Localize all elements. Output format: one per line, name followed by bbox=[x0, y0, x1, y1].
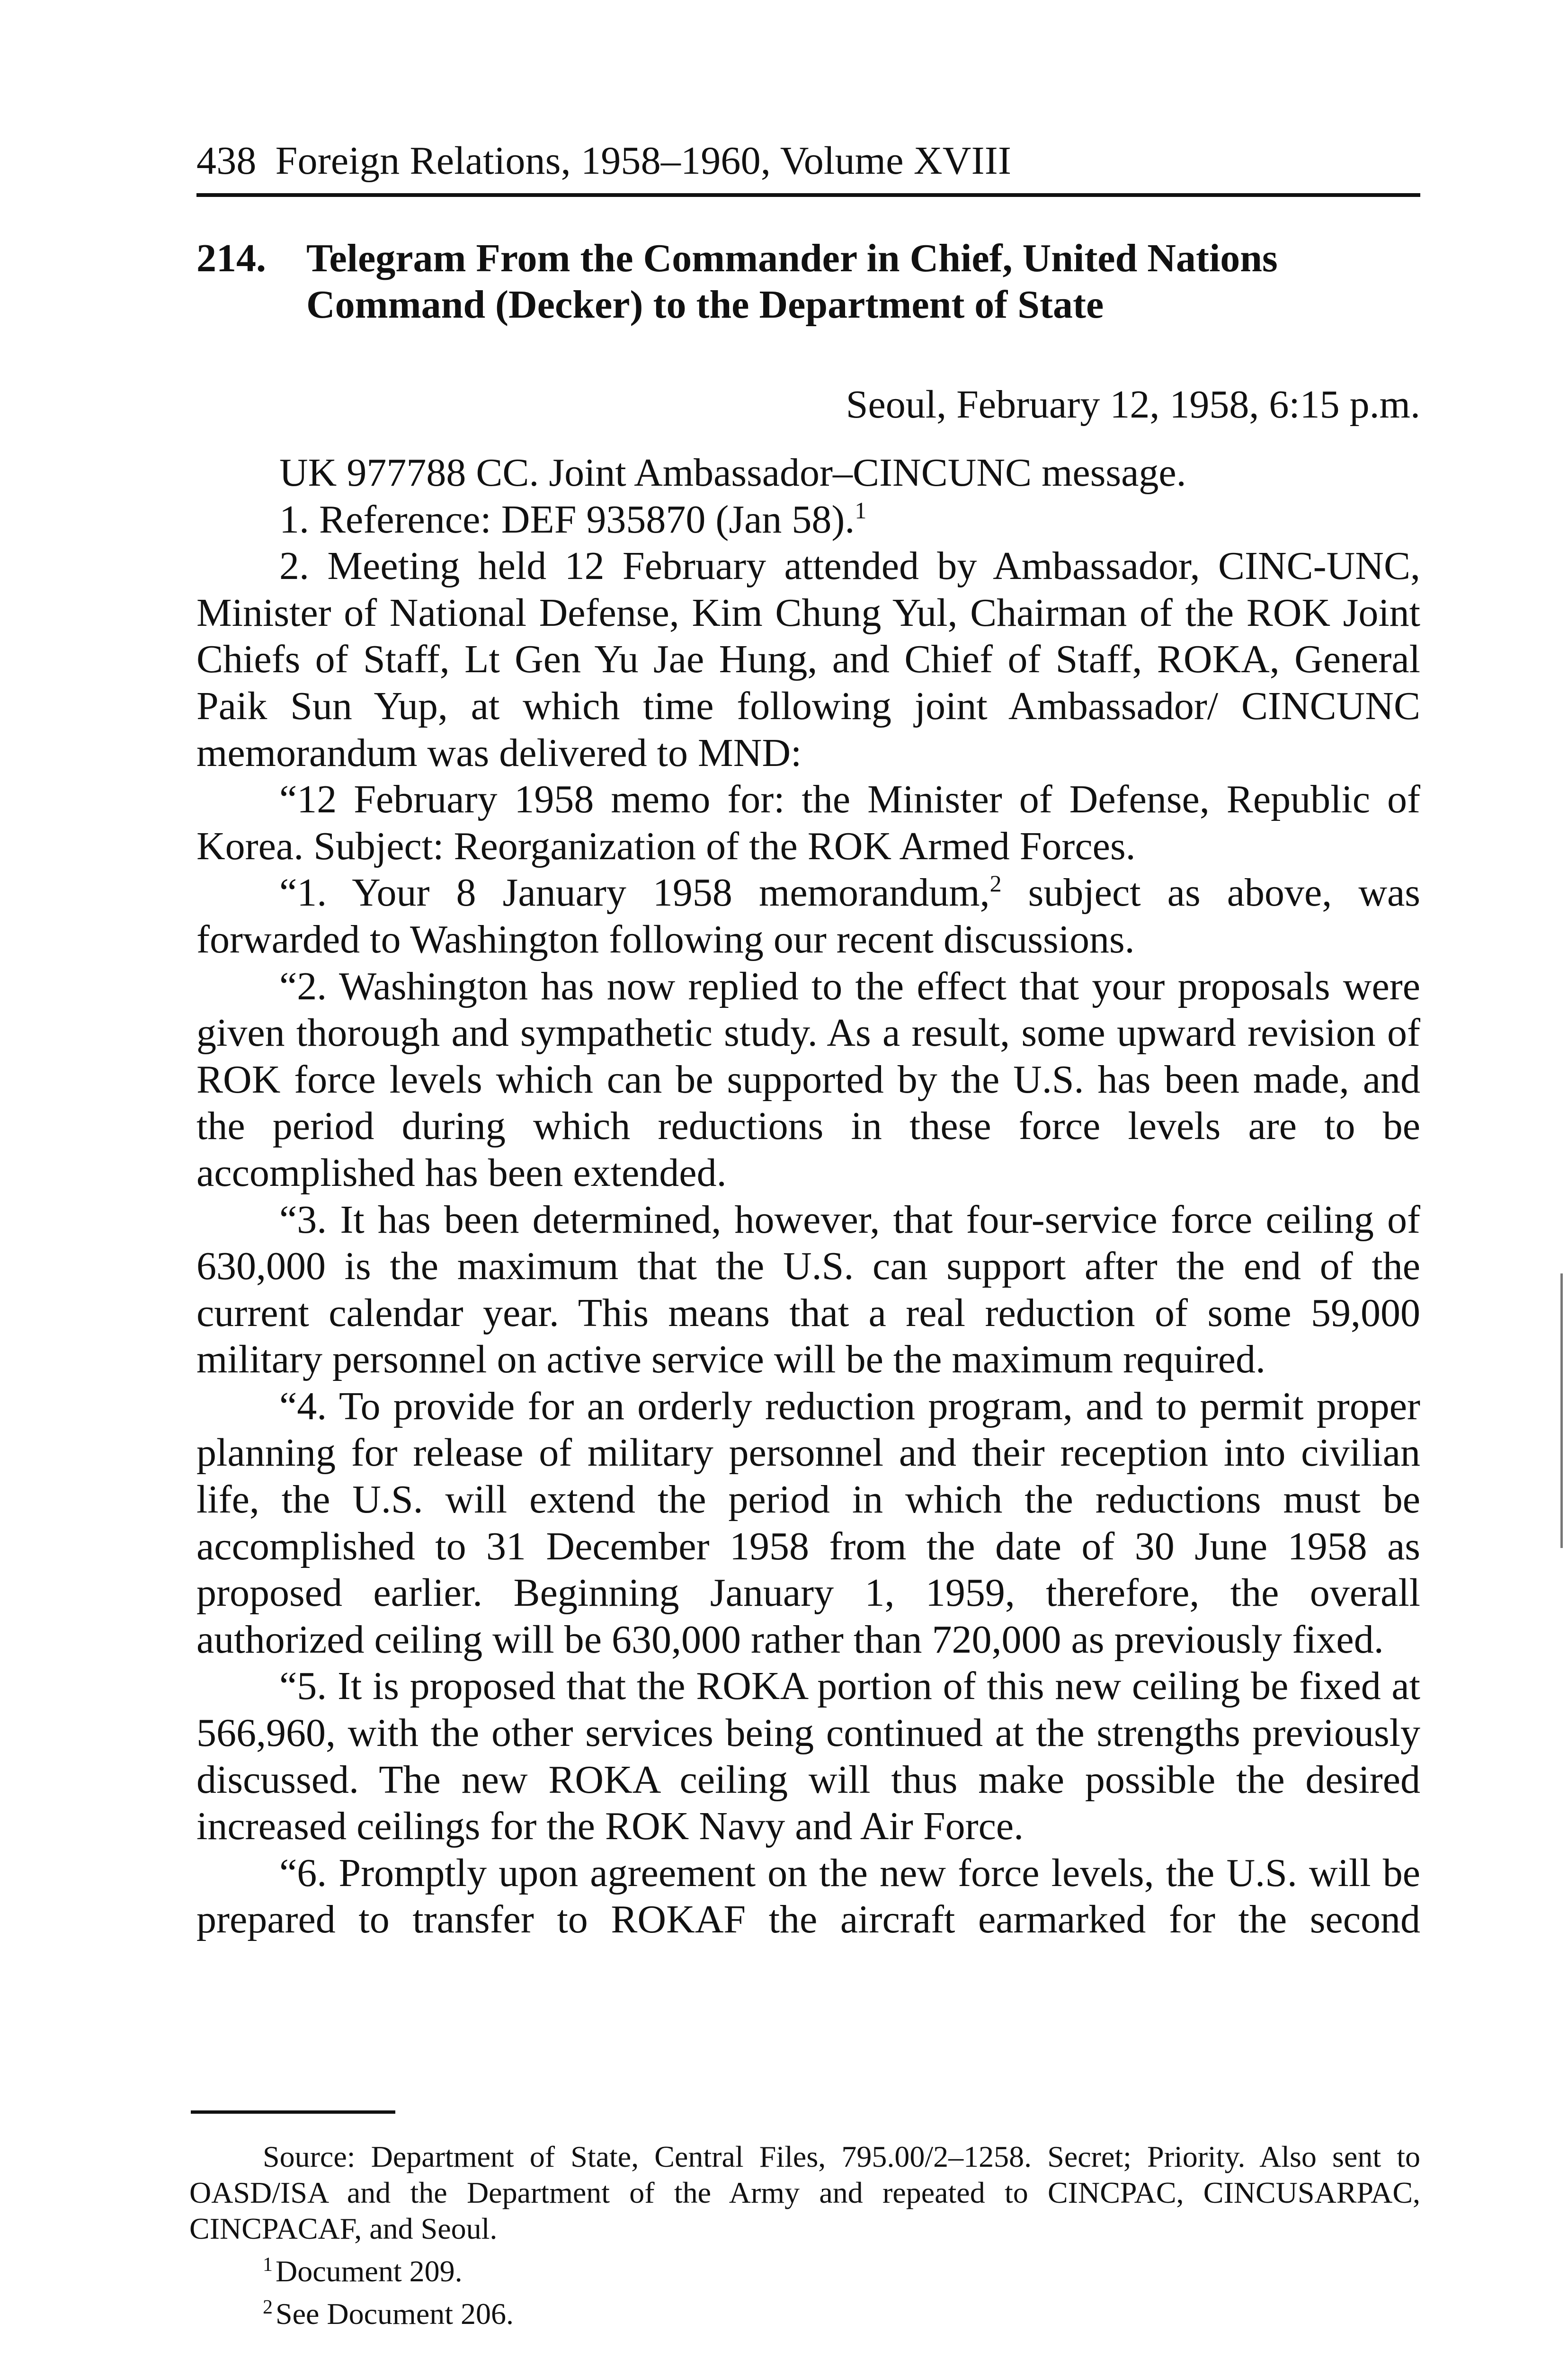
footnote-ref-1: 1 bbox=[855, 497, 867, 524]
paragraph-message-id: UK 977788 CC. Joint Ambassador–CINCUNC message. bbox=[279, 451, 1186, 495]
paragraph-memo-4: “4. To provide for an orderly reduction program, and to permit proper planning for release of military personnel and their reception into civilian life, the U.S. will extend the period in which the reductions must be accomplished to 31 December 1958 from the date of 30 June 1958 as proposed earlier. Beginning January 1, 1959, therefore, the overall authorized ceiling will be 630,000 rather than 720,000 as previously fixed. bbox=[196, 1384, 1420, 1662]
paragraph-1: 1. Reference: DEF 935870 (Jan 58).$^1$ bbox=[279, 497, 867, 542]
footnote-1 bbox=[189, 2253, 1420, 2289]
document-number: 214. bbox=[196, 236, 266, 280]
footnote-1-text: Document 209. bbox=[276, 2254, 463, 2288]
paragraph-memo-header: “12 February 1958 memo for: the Minister of Defense, Republic of Korea. Subject: Reorganization of the ROK Armed Forces. bbox=[196, 777, 1420, 868]
paragraph-memo-5: “5. It is proposed that the ROKA portion of this new ceiling be fixed at 566,960, with the other services being continued at the strengths previously discussed. The new ROKA ceiling will thus make possible the desired increased ceilings for the ROK Navy and Air Force. bbox=[196, 1664, 1420, 1849]
footnote-ref-2: 2 bbox=[989, 870, 1002, 897]
footnote-rule bbox=[191, 2110, 395, 2114]
scan-edge-mark bbox=[1560, 1273, 1563, 1548]
paragraph-memo-1: “1. Your 8 January 1958 memorandum,$^2$ subject as above, was forwarded to Washington following our recent discussions. bbox=[196, 870, 1420, 961]
paragraph-memo-2: “2. Washington has now replied to the effect that your proposals were given thorough and sympathetic study. As a result, some upward revision of ROK force levels which can be supported by the U.S. has been made, and the period during which reductions in these force levels are to be accomplished has been extended. bbox=[196, 964, 1420, 1195]
dateline: Seoul, February 12, 1958, 6:15 p.m. bbox=[846, 383, 1420, 427]
header-rule bbox=[196, 193, 1420, 197]
footnote-2-number: 2 bbox=[263, 2296, 273, 2318]
running-title: Foreign Relations, 1958–1960, Volume XVIII bbox=[275, 139, 1012, 183]
footnote-2-text: See Document 206. bbox=[276, 2297, 514, 2331]
paragraph-2: 2. Meeting held 12 February attended by Ambassador, CINC-UNC, Minister of National Defense, Kim Chung Yul, Chairman of the ROK Joint Chiefs of Staff, Lt Gen Yu Jae Hung, and Chief of Staff, ROKA, General Paik Sun Yup, at which time following joint Ambassador/ CINCUNC memorandum was delivered to MND: bbox=[196, 544, 1420, 775]
body-text bbox=[196, 450, 1420, 1943]
page-number: 438 bbox=[196, 139, 257, 183]
document-heading bbox=[196, 235, 1420, 328]
footnote-source: Source: Department of State, Central Files, 795.00/2–1258. Secret; Priority. Also sent to OASD/ISA and the Department of the Army and repeated to CINCPAC, CINCUSARPAC, CINCPACAF, and Seoul. bbox=[189, 2140, 1420, 2245]
footnote-1-number: 1 bbox=[263, 2254, 273, 2276]
paragraph-memo-6: “6. Promptly upon agreement on the new force levels, the U.S. will be prepared to transfer to ROKAF the aircraft earmarked for the second bbox=[196, 1851, 1420, 1942]
document-title: Telegram From the Commander in Chief, United Nations Command (Decker) to the Department of State bbox=[306, 236, 1278, 327]
paragraph-memo-3: “3. It has been determined, however, that four-service force ceiling of 630,000 is the maximum that the U.S. can support after the end of the current calendar year. This means that a real reduction of some 59,000 military personnel on active service will be the maximum required. bbox=[196, 1197, 1420, 1382]
running-head bbox=[196, 135, 1420, 187]
footnote-2 bbox=[189, 2296, 1420, 2332]
footnotes bbox=[189, 2139, 1420, 2332]
